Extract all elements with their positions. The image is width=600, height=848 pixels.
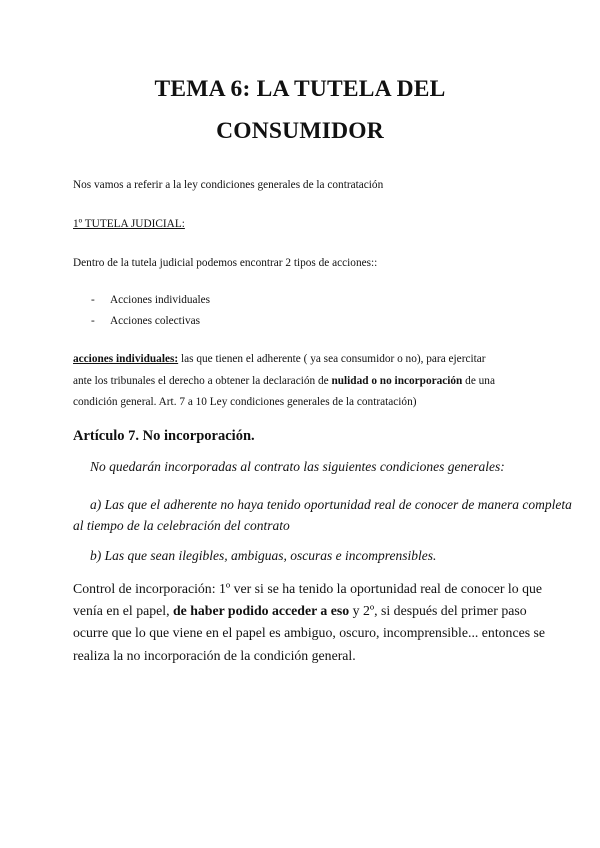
individual-actions-paragraph (73, 349, 533, 414)
list-item (91, 314, 210, 335)
list-item-label: Acciones individuales (110, 294, 211, 306)
paragraph-line: realiza la no incorporación de la condición general. (73, 647, 356, 663)
control-paragraph (73, 578, 545, 667)
term-acciones-individuales: acciones individuales: (73, 353, 179, 365)
article-item-b: b) Las que sean ilegibles, ambiguas, oscuras e incomprensibles. (90, 548, 437, 563)
list-item-label: Acciones colectivas (110, 315, 201, 327)
text-span: de una (462, 374, 495, 387)
list-bullet: - (91, 315, 95, 327)
article-title: Artículo 7. No incorporación. (73, 428, 255, 444)
paragraph-line (73, 600, 545, 622)
bold-phrase: de haber podido acceder a eso (172, 603, 350, 619)
section-intro-text: Dentro de la tutela judicial podemos encontrar 2 tipos de acciones:: (73, 257, 378, 269)
paragraph-line: condición general. Art. 7 a 10 Ley condiciones generales de la contratación) (73, 396, 417, 408)
article-item-a-line-2: al tiempo de la celebración del contrato (73, 518, 290, 533)
text-span: y 2º, si después del primer paso (349, 603, 527, 619)
paragraph-line (73, 349, 533, 371)
page-title-line-2: CONSUMIDOR (216, 118, 384, 144)
bold-phrase: nulidad o no incorporación (331, 374, 463, 387)
text-span: ante los tribunales el derecho a obtener la declaración de (73, 374, 332, 387)
list-bullet: - (91, 294, 95, 306)
paragraph-line (73, 371, 533, 393)
actions-list (91, 293, 210, 335)
paragraph-line: ocurre que lo que viene en el papel es ambiguo, oscuro, incomprensible... entonces se (73, 625, 546, 641)
intro-text: Nos vamos a referir a la ley condiciones generales de la contratación (73, 179, 384, 191)
paragraph-line: Control de incorporación: 1º ver si se ha tenido la oportunidad real de conocer lo que (73, 581, 543, 596)
list-item (91, 293, 210, 314)
text-span: las que tienen el adherente ( ya sea consumidor o no), para ejercitar (178, 353, 486, 365)
text-span: venía en el papel, (73, 603, 173, 619)
article-intro: No quedarán incorporadas al contrato las siguientes condiciones generales: (90, 459, 505, 474)
page-title-line-1: TEMA 6: LA TUTELA DEL (154, 76, 446, 102)
article-item-a-line-1: a) Las que el adherente no haya tenido oportunidad real de conocer de manera completa (90, 497, 572, 512)
section-heading-tutela-judicial: 1º TUTELA JUDICIAL: (73, 218, 185, 230)
